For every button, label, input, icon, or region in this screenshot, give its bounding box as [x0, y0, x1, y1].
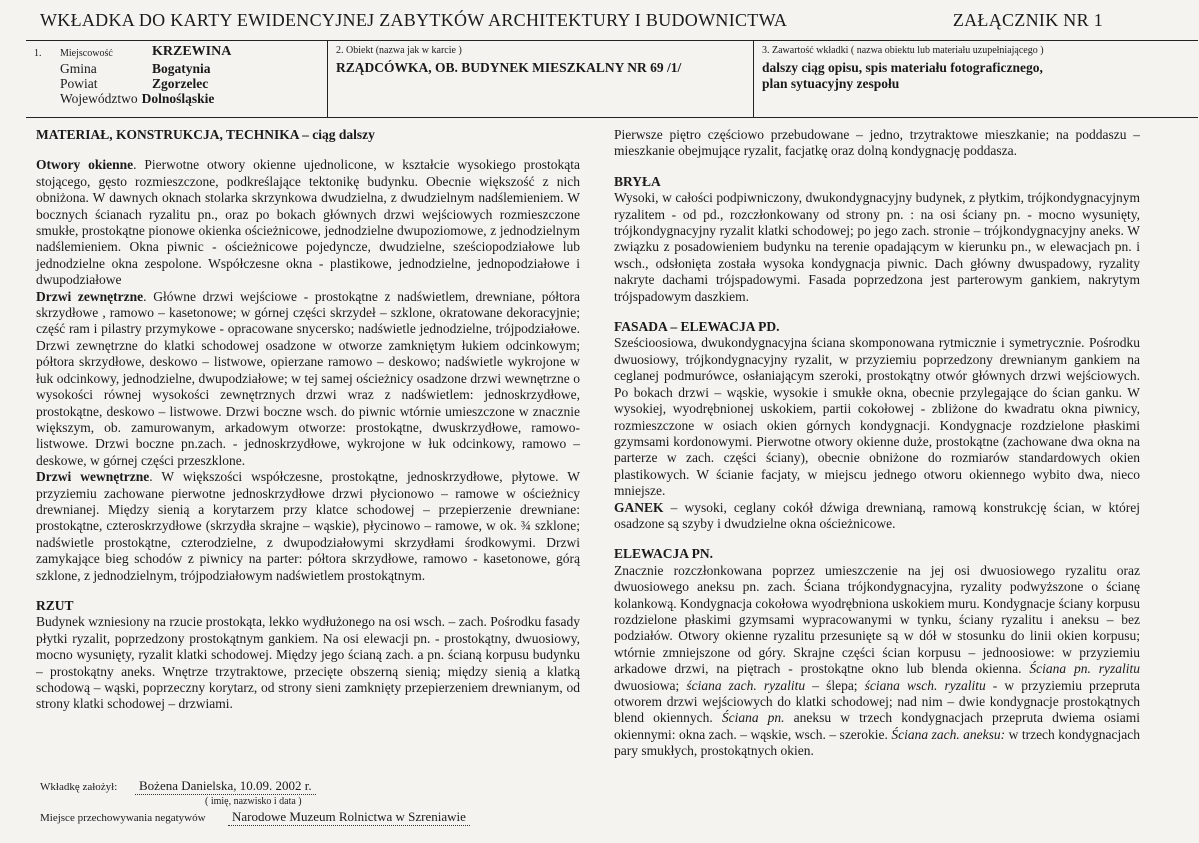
voivodeship-value: Dolnośląskie: [141, 91, 215, 106]
document-footer: [40, 778, 470, 826]
voivodeship-label: Województwo: [60, 91, 138, 106]
section-heading-massing: BRYŁA: [614, 173, 661, 189]
section-number: 1.: [34, 48, 42, 59]
exterior-doors-title: Drzwi zewnętrzne: [36, 288, 144, 304]
contents-label: 3. Zawartość wkładki ( nazwa obiektu lub materiału uzupełniającego ): [762, 45, 1044, 56]
paragraph-massing: Wysoki, w całości podpiwniczony, dwukondygnacyjny budynek, z płytkim, trójkondygnacyjnym ryzalitem - od pd., rozczłonkowany od strony pn. : na osi ściany pn. - mocno wysunięty, trójkondygnacyjny ryzalit klatki schodowej; po jego zach. stronie – trójkondygnacyjny aneks. W związku z posadowieniem budynku na terenie opadającym w kierunku pn., w elewacjach pn. i wsch., odsłonięta została wysoka kondygnacja piwnic. Dach główny dwuspadowy, ryzality nakryte dachami trójspadowymi. Fasada poprzedzona jest parterowym gankiem, nakrytym trójspadowym daszkiem.: [614, 190, 1140, 304]
section-heading-plan: RZUT: [36, 597, 74, 613]
location-cell: [26, 41, 328, 117]
interior-doors-text: . W większości współczesne, prostokątne, jednoskrzydłowe, płytowe. W przyziemiu zachowane pierwotne jednoskrzydłowe drzwi płycionowo – ramowe w ościeżnicy drewnianej. Między sienią a korytarzem przy klatce schodowej – przepierzenie drewniane: prostokątne, czteroskrzydłowe (skrzydła skrajne – wąskie), płycinowo – ramowe, w ok. ¾ szklone; nadświetle prostokątne, czterodzielne, z dwupodziałowymi skrzydłami środkowymi. Drzwi zamykające bieg schodów z piwnicy na parter: półtora skrzydłowe, ramowo - kasetonowe, górą szklone, z jednodzielnym, trójpodziałowym nadświetlem prostokątnym.: [36, 469, 580, 583]
object-value: RZĄDCÓWKA, OB. BUDYNEK MIESZKALNY NR 69 /1/: [336, 60, 682, 75]
right-column: [614, 127, 1140, 760]
paragraph-interior-doors: [36, 469, 580, 584]
storage-label: Miejsce przechowywania negatywów: [40, 812, 206, 824]
contents-value-line1: dalszy ciąg opisu, spis materiału fotograficznego,: [762, 60, 1043, 75]
section-heading-material: MATERIAŁ, KONSTRUKCJA, TECHNIKA – ciąg dalszy: [36, 127, 375, 142]
paragraph-south-facade: Sześcioosiowa, dwukondygnacyjna ściana skomponowana rytmicznie i symetrycznie. Pośrodku dwuosiowy, trójkondygnacyjny ryzalit, w przyziemiu poprzedzony drewnianym gankiem na ceglanej podmurówce, osłaniającym szeroki, prostokątny otwór głównych drzwi wejściowych. Po bokach drzwi – wąskie, wysokie i smukłe okna, obecnie przylegające do ścian ganku. W wysokiej, wyodrębnionej uskokiem, partii cokołowej - zbliżone do kwadratu okna piwnicy, rozmieszczone w osiach okien górnych kondygnacji. Kondygnacje rozdzielone płaskimi gzymsami kordonowymi. Pierwotne otwory okienne duże, prostokątne (zachowane dwa okna na parterze w zach. części ściany), obecnie obniżone do rozmiarów standardowych okien plastikowych. W ścianie facjaty, w miejscu jednego otworu okiennego wybito dwa, nieco mniejsze.: [614, 335, 1140, 499]
paragraph-exterior-doors: [36, 289, 580, 469]
left-column: [36, 127, 580, 713]
contents-value-line2: plan sytuacyjny zespołu: [762, 76, 900, 91]
document-header: [0, 0, 1199, 40]
contents-cell: [754, 41, 1198, 117]
windows-text: . Pierwotne otwory okienne ujednolicone, w kształcie wysokiego prostokąta stojącego, gęsto rozmieszczone, podkreślające tektonikę budynku. Obecnie większość z nich obniżona. W dawnych oknach stolarka skrzynkowa dwudzielna, z dwudzielnym nadślemieniem. W bocznych ścianach ryzalitu pn., oraz po bokach głównych drzwi wejściowych rozmieszczone smukłe, prostokątne pionowe okienka ościeżnicowe, jednodzielne dwupoziomowe, z jednodzielnym nadślemieniem. Okna piwnic - ościeżnicowe pojedyncze, dwudzielne, sześciopodziałowe lub jednodzielne okna zespolone. Współczesne okna - plastikowe, jednodzielne, jednopodziałowe i dwupodziałowe: [36, 157, 580, 288]
section-heading-north-facade: ELEWACJA PN.: [614, 546, 714, 562]
object-label: 2. Obiekt (nazwa jak w karcie ): [336, 45, 462, 56]
powiat-label: Powiat: [60, 76, 98, 91]
author-note: ( imię, nazwisko i data ): [205, 796, 302, 807]
interior-doors-title: Drzwi wewnętrzne: [36, 469, 150, 485]
section-heading-south-facade: FASADA – ELEWACJA PD.: [614, 319, 780, 335]
place-value: KRZEWINA: [152, 44, 232, 59]
document-title: WKŁADKA DO KARTY EWIDENCYJNEJ ZABYTKÓW ARCHITEKTURY I BUDOWNICTWA: [40, 10, 788, 30]
storage-value: Narodowe Muzeum Rolnictwa w Szreniawie: [228, 809, 470, 826]
paragraph-porch: [614, 500, 1140, 533]
paragraph-windows: [36, 157, 580, 288]
gmina-value: Bogatynia: [152, 61, 211, 76]
porch-text: – wysoki, ceglany cokół dźwiga drewnianą, ramową konstrukcję ścian, w której osadzone są szyby i dwudzielne okna ościeżnicowe.: [614, 499, 1140, 531]
paragraph-north-facade: Znacznie rozczłonkowana poprzez umieszczenie na jej osi dwuosiowego ryzalitu oraz dwuosiowego aneksu pn. zach. Ściana trójkondygnacyjna, ryzality podwyższone o ścianę kolankową. Kondygnacja cokołowa wyodrębniona uskokiem muru. Kondygnacje ściany korpusu rozdzielone płaskimi gzymsami wypracowanymi w tynku, ściany ryzalitu i aneksu – bez podziałów. Otwory okienne ryzalitu przesunięte są w dół w stosunku do linii okien korpusu; wtórnie zmniejszone od góry. Skrajne części ścian korpusu – jednoosiowe: w przyziemiu arkadowe drzwi, na piętrach - prostokątne okno lub blenda okienna. Ściana pn. ryzalitu dwuosiowa; ściana zach. ryzalitu – ślepa; ściana wsch. ryzalitu - w przyziemiu przepruta otworem drzwi wejściowych do klatki schodowej; nad nim – dwie kondygnacje prostokątnych blend okiennych. Ściana pn. aneksu w trzech kondygnacjach przepruta dwiema osiami okiennymi: okna zach. – wąskie, wsch. – szerokie. Ściana zach. aneksu: w trzech kondygnacjach pary smukłych, prostokątnych okien.: [614, 562, 1141, 759]
gmina-label: Gmina: [60, 61, 97, 76]
paragraph-first-floor: Pierwsze piętro częściowo przebudowane – jedno, trzytraktowe mieszkanie; na poddaszu – mieszkanie obejmujące ryzalit, facjatkę oraz dolną kondygnację poddasza.: [614, 127, 1140, 159]
windows-title: Otwory okienne: [36, 157, 134, 173]
powiat-value: Zgorzelec: [152, 76, 209, 91]
object-cell: [328, 41, 754, 117]
place-label: Miejscowość: [60, 48, 113, 59]
author-label: Wkładkę założył:: [40, 781, 118, 793]
paragraph-plan: Budynek wzniesiony na rzucie prostokąta, lekko wydłużonego na osi wsch. – zach. Pośrodku fasady płytki ryzalit, poprzedzony prostokątnym gankiem. Na osi elewacji pn. - prostokątny, dwuosiowy, mocno wysunięty, ryzalit klatki schodowej. Między jego ścianą zach. a pn. ścianą korpusu budynku – prostokątny aneks. Wnętrze trzytraktowe, przecięte obszerną sienią; między sienią a klatką schodową – wąski, poprzeczny korytarz, od strony sieni zamknięty przepierzeniem drewnianym, od strony klatki schodowej – drzwiami.: [36, 614, 580, 712]
porch-title: GANEK: [614, 499, 664, 515]
author-value: Bożena Danielska, 10.09. 2002 r.: [135, 778, 316, 795]
exterior-doors-text: . Główne drzwi wejściowe - prostokątne z nadświetlem, drewniane, półtora skrzydłowe , ramowo – kasetonowe; w górnej części skrzydeł – szklone, okratowane dekoracyjnie; część ram i pilastry przymykowe - opracowane snycersko; nadświetle jednodzielne, trójpodziałowe. Drzwi zewnętrzne do klatki schodowej osadzone w otworze zamkniętym łukiem odcinkowym; półtora skrzydłowe, deskowo – listwowe, opierzane ramowo – deskowo; nadświetle wykrojone w łuk odcinkowy, jednodzielne, dwupodziałowe; w tej samej ościeżnicy osadzone drzwi wewnętrzne o wysokości równej wysokości zewnętrznych drzwi wraz z nadświetlem: jednoskrzydłowe, prostokątne, deskowo – listwowe. Drzwi boczne wsch. do piwnic wtórnie umieszczone w znacznie większym, ob. zamurowanym, arkadowym otworze: prostokątne, dwuskrzydłowe, ramowo- listwowe. Drzwi boczne pn.zach. - jednoskrzydłowe, wykrojone w łuk odcinkowy, ramowo – deskowe, w górnej części przeszklone.: [36, 288, 581, 468]
annex-number: ZAŁĄCZNIK NR 1: [952, 10, 1103, 30]
metadata-table: [26, 40, 1198, 118]
